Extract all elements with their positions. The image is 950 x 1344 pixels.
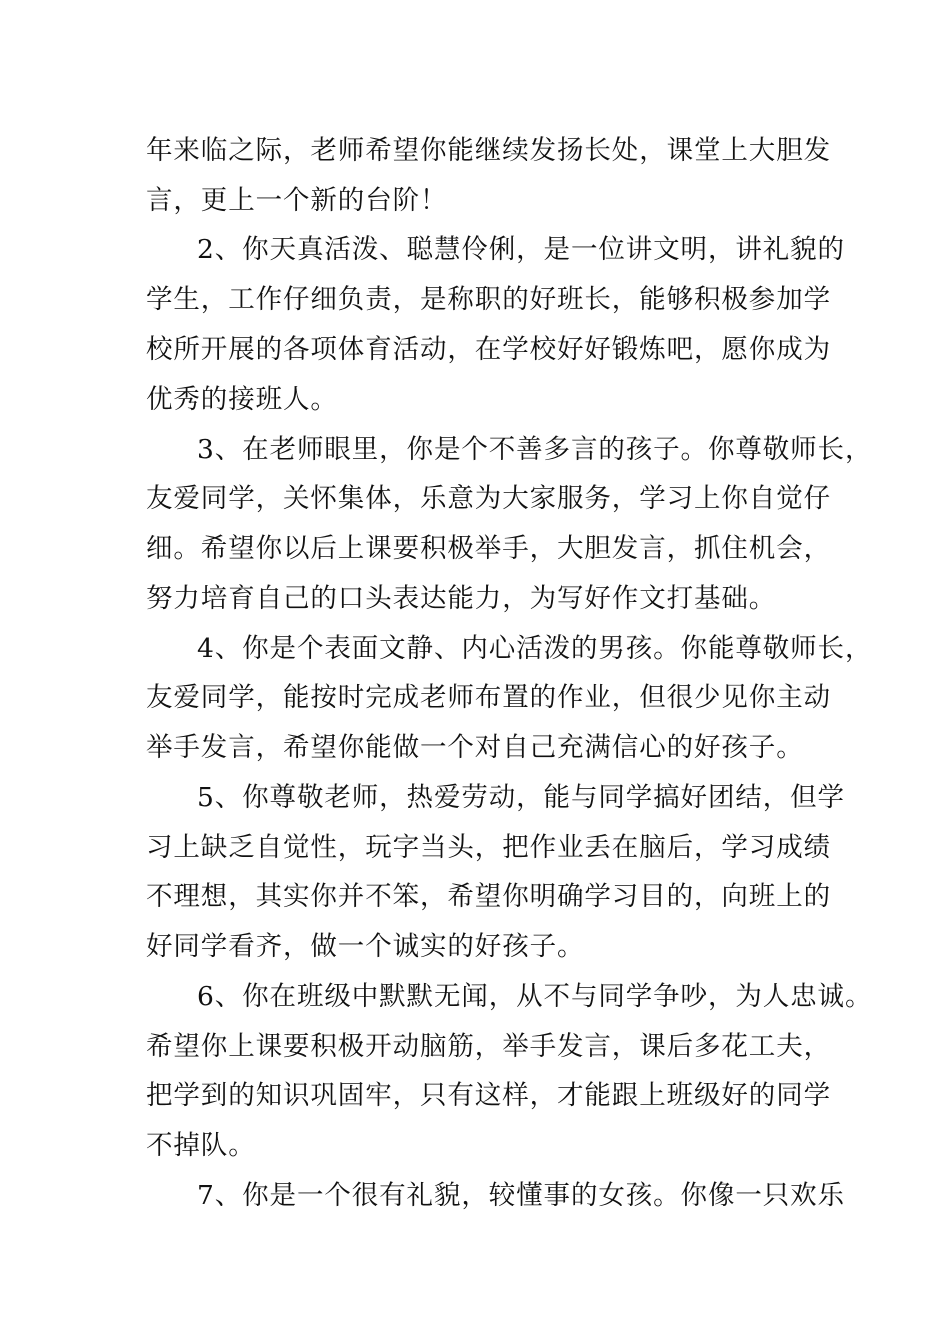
text-line: 友爱同学，关怀集体，乐意为大家服务，学习上你自觉仔 bbox=[146, 483, 831, 514]
text-line: 不理想，其实你并不笨，希望你明确学习目的，向班上的 bbox=[146, 881, 831, 912]
text-line: 好同学看齐，做一个诚实的好孩子。 bbox=[146, 931, 585, 962]
paragraph-first-line: 7、你是一个很有礼貌，较懂事的女孩。你像一只欢乐 bbox=[197, 1180, 845, 1211]
paragraph-first-line: 4、你是个表面文静、内心活泼的男孩。你能尊敬师长， bbox=[197, 633, 873, 664]
paragraph-first-line: 6、你在班级中默默无闻，从不与同学争吵，为人忠诚。 bbox=[197, 981, 873, 1012]
text-line: 举手发言，希望你能做一个对自己充满信心的好孩子。 bbox=[146, 732, 804, 763]
text-line: 把学到的知识巩固牢，只有这样，才能跟上班级好的同学 bbox=[146, 1080, 831, 1111]
text-line: 细。希望你以后上课要积极举手，大胆发言，抓住机会， bbox=[146, 533, 831, 564]
paragraph-first-line: 5、你尊敬老师，热爱劳动，能与同学搞好团结，但学 bbox=[197, 782, 845, 813]
text-line: 希望你上课要积极开动脑筋，举手发言，课后多花工夫， bbox=[146, 1031, 831, 1062]
text-line: 努力培育自己的口头表达能力，为写好作文打基础。 bbox=[146, 583, 777, 614]
text-line: 年来临之际，老师希望你能继续发扬长处，课堂上大胆发 bbox=[146, 135, 831, 166]
text-line: 言，更上一个新的台阶！ bbox=[146, 185, 448, 216]
text-line: 校所开展的各项体育活动，在学校好好锻炼吧，愿你成为 bbox=[146, 334, 831, 365]
text-line: 习上缺乏自觉性，玩字当头，把作业丢在脑后，学习成绩 bbox=[146, 832, 831, 863]
text-line: 学生，工作仔细负责，是称职的好班长，能够积极参加学 bbox=[146, 284, 831, 315]
text-line: 不掉队。 bbox=[146, 1130, 256, 1161]
text-line: 优秀的接班人。 bbox=[146, 384, 338, 415]
text-line: 友爱同学，能按时完成老师布置的作业，但很少见你主动 bbox=[146, 682, 831, 713]
paragraph-first-line: 2、你天真活泼、聪慧伶俐，是一位讲文明，讲礼貌的 bbox=[197, 234, 845, 265]
paragraph-first-line: 3、在老师眼里，你是个不善多言的孩子。你尊敬师长， bbox=[197, 434, 873, 465]
